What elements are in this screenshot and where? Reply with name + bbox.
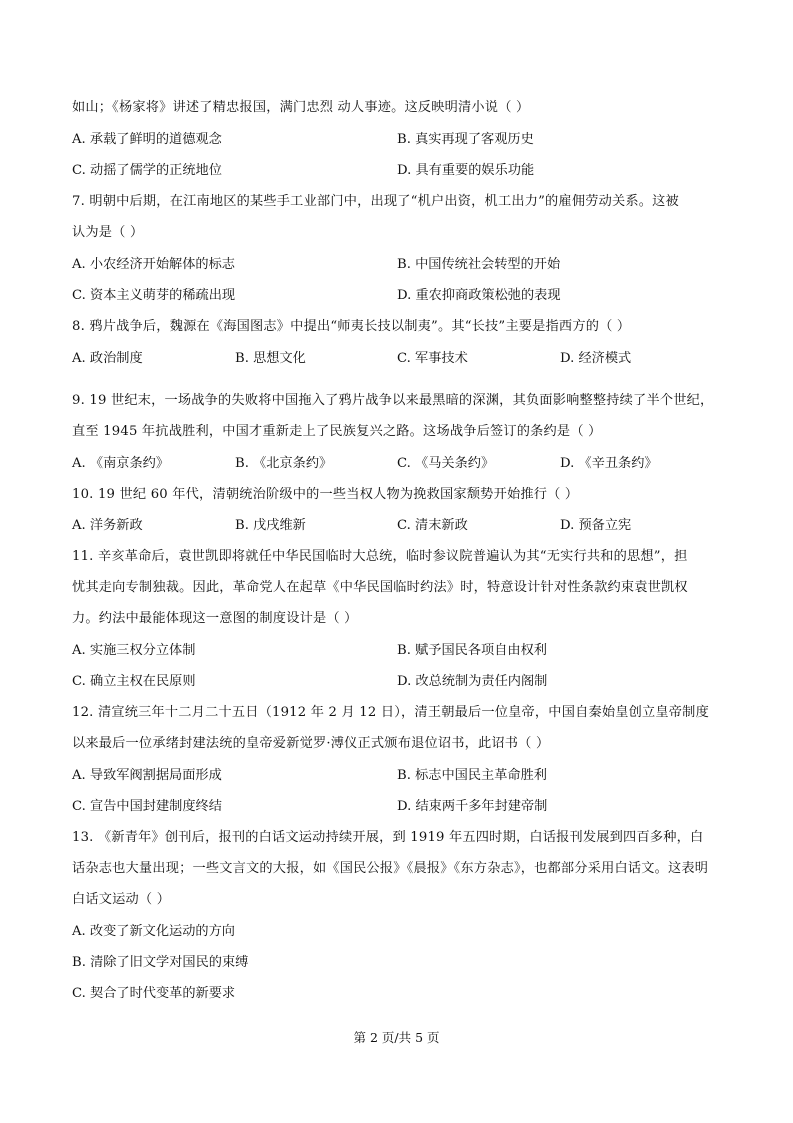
q13-stem-line3: 白话文运动（ ） bbox=[72, 892, 171, 907]
q12-option-d: D. 结束两千多年封建帝制 bbox=[397, 799, 548, 814]
q7-stem-line1: 7. 明朝中后期，在江南地区的某些手工业部门中，出现了“机户出资，机工出力”的雇佣劳动关系。这被 bbox=[72, 194, 679, 209]
q13-option-b: B. 清除了旧文学对国民的束缚 bbox=[72, 955, 249, 970]
q9-option-b: B. 《北京条约》 bbox=[235, 456, 333, 471]
q11-option-b: B. 赋予国民各项自由权利 bbox=[397, 643, 547, 658]
q10-stem: 10. 19 世纪 60 年代，清朝统治阶级中的一些当权人物为挽救国家颓势开始推行（ ） bbox=[72, 487, 579, 502]
q8-option-c: C. 军事技术 bbox=[397, 351, 468, 366]
q8-option-a: A. 政治制度 bbox=[72, 351, 143, 366]
q9-stem-line2: 直至 1945 年抗战胜利，中国才重新走上了民族复兴之路。这场战争后签订的条约是（ ） bbox=[72, 424, 602, 439]
q11-option-d: D. 改总统制为责任内阁制 bbox=[397, 674, 548, 689]
q10-option-c: C. 清末新政 bbox=[397, 518, 468, 533]
q9-option-a: A. 《南京条约》 bbox=[72, 456, 170, 471]
q9-stem-line1: 9. 19 世纪末，一场战争的失败将中国拖入了鸦片战争以来最黑暗的深渊，其负面影响整整持续了半个世纪， bbox=[72, 393, 714, 408]
q12-option-a: A. 导致军阀割据局面形成 bbox=[72, 768, 222, 783]
q12-stem-line1: 12. 清宣统三年十二月二十五日（1912 年 2 月 12 日），清王朝最后一位皇帝，中国自秦始皇创立皇帝制度 bbox=[72, 705, 709, 720]
q6-option-c: C. 动摇了儒学的正统地位 bbox=[72, 163, 222, 178]
q7-stem-line2: 认为是（ ） bbox=[72, 225, 144, 240]
q11-option-c: C. 确立主权在民原则 bbox=[72, 674, 196, 689]
q13-option-c: C. 契合了时代变革的新要求 bbox=[72, 986, 236, 1001]
q11-stem-line1: 11. 辛亥革命后，袁世凯即将就任中华民国临时大总统，临时参议院普遍认为其“无实行共和的思想”，担 bbox=[72, 549, 688, 564]
q12-stem-line2: 以来最后一位承绪封建法统的皇帝爱新觉罗·溥仪正式颁布退位诏书，此诏书（ ） bbox=[72, 736, 550, 751]
q11-stem-line3: 力。约法中最能体现这一意图的制度设计是（ ） bbox=[72, 611, 358, 626]
q11-stem-line2: 忧其走向专制独裁。因此，革命党人在起草《中华民国临时约法》时，特意设计针对性条款约束袁世凯权 bbox=[72, 580, 688, 595]
q7-option-d: D. 重农抑商政策松弛的表现 bbox=[397, 288, 561, 303]
q9-option-d: D. 《辛丑条约》 bbox=[560, 456, 658, 471]
q11-option-a: A. 实施三权分立体制 bbox=[72, 643, 196, 658]
q6-option-b: B. 真实再现了客观历史 bbox=[397, 132, 534, 147]
q12-option-b: B. 标志中国民主革命胜利 bbox=[397, 768, 547, 783]
q10-option-a: A. 洋务新政 bbox=[72, 518, 143, 533]
q13-stem-line1: 13. 《新青年》创刊后，报刊的白话文运动持续开展，到 1919 年五四时期，白话报刊发展到四百多种，白 bbox=[72, 830, 704, 845]
q7-option-b: B. 中国传统社会转型的开始 bbox=[397, 257, 561, 272]
page-number-footer: 第 2 页/共 5 页 bbox=[353, 1030, 440, 1045]
q6-option-d: D. 具有重要的娱乐功能 bbox=[397, 163, 535, 178]
q9-option-c: C. 《马关条约》 bbox=[397, 456, 495, 471]
q6-stem-tail: 如山；《杨家将》讲述了精忠报国，满门忠烈 动人事迹。这反映明清小说（ ） bbox=[72, 100, 530, 115]
q10-option-b: B. 戊戌维新 bbox=[235, 518, 306, 533]
q12-option-c: C. 宣告中国封建制度终结 bbox=[72, 799, 222, 814]
q13-stem-line2: 话杂志也大量出现；一些文言文的大报，如《国民公报》《晨报》《东方杂志》，也都部分采用白话文。这表明 bbox=[72, 861, 709, 876]
q8-option-b: B. 思想文化 bbox=[235, 351, 306, 366]
q8-option-d: D. 经济模式 bbox=[560, 351, 632, 366]
q8-stem: 8. 鸦片战争后，魏源在《海国图志》中提出“师夷长技以制夷”。其“长技”主要是指西方的（ ） bbox=[72, 319, 631, 334]
q13-option-a: A. 改变了新文化运动的方向 bbox=[72, 924, 235, 939]
q7-option-c: C. 资本主义萌芽的稀疏出现 bbox=[72, 288, 236, 303]
q10-option-d: D. 预备立宪 bbox=[560, 518, 632, 533]
q7-option-a: A. 小农经济开始解体的标志 bbox=[72, 257, 235, 272]
q6-option-a: A. 承载了鲜明的道德观念 bbox=[72, 132, 222, 147]
